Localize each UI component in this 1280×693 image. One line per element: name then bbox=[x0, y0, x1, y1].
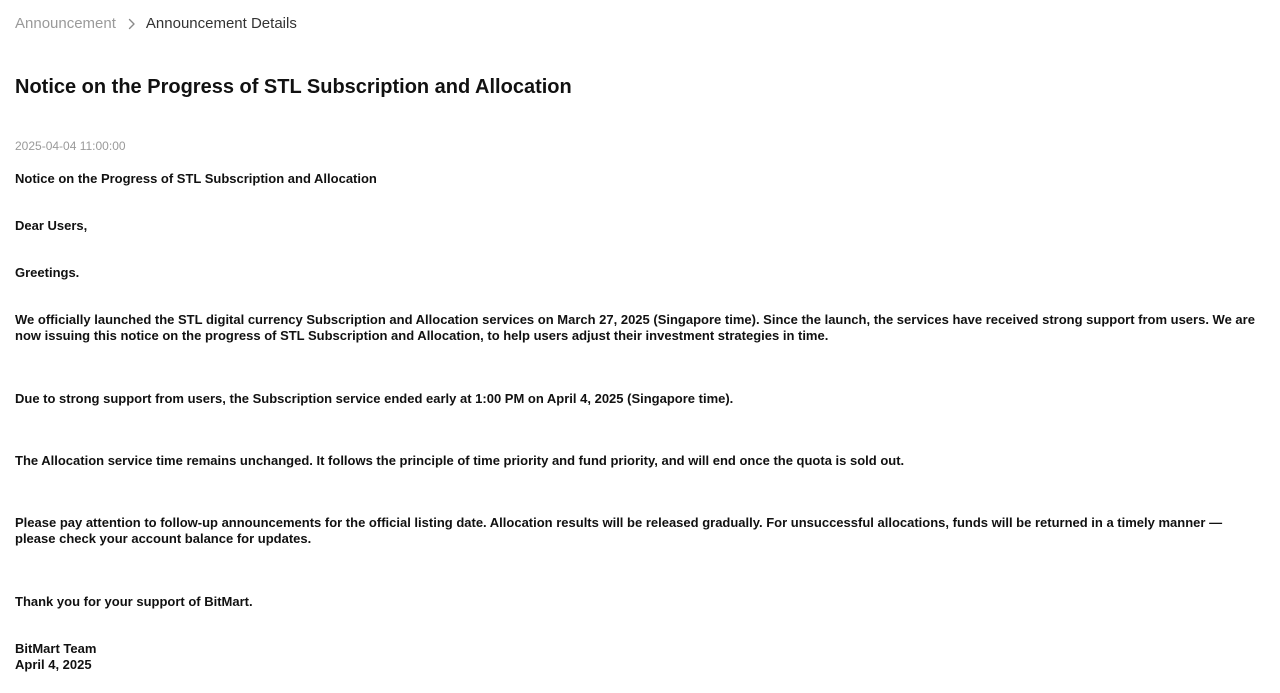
page-title: Notice on the Progress of STL Subscription and Allocation bbox=[15, 76, 572, 98]
article-signature-date: April 4, 2025 bbox=[15, 657, 92, 672]
article-signature-team: BitMart Team bbox=[15, 641, 97, 656]
article-greeting: Greetings. bbox=[15, 265, 80, 280]
breadcrumb bbox=[15, 14, 297, 34]
breadcrumb-announcement-link[interactable]: Announcement bbox=[15, 15, 116, 32]
article-paragraph-intro: We officially launched the STL digital currency Subscription and Allocation services on March 27, 2025 (Singapore time). Since the launch, the services have received strong support from users. We are now issuing this notice on the progress of STL Subscription and Allocation, to help users adjust their investment strategies in time. bbox=[15, 312, 1255, 343]
article-heading: Notice on the Progress of STL Subscription and Allocation bbox=[15, 171, 377, 186]
article-paragraph-allocation: The Allocation service time remains unchanged. It follows the principle of time priority and fund priority, and will end once the quota is sold out. bbox=[15, 453, 905, 468]
chevron-right-icon bbox=[128, 18, 136, 30]
article-thanks: Thank you for your support of BitMart. bbox=[15, 594, 253, 609]
breadcrumb-current: Announcement Details bbox=[145, 15, 297, 32]
article-body bbox=[15, 171, 1260, 673]
article-salutation: Dear Users, bbox=[15, 218, 88, 233]
article-paragraph-attention: Please pay attention to follow-up announcements for the official listing date. Allocation results will be released gradually. For unsuccessful allocations, funds will be returned in a timely manner — please check your account balance for updates. bbox=[15, 515, 1223, 546]
article-paragraph-subscription: Due to strong support from users, the Subscription service ended early at 1:00 PM on April 4, 2025 (Singapore time). bbox=[15, 391, 734, 406]
publish-timestamp: 2025-04-04 11:00:00 bbox=[15, 139, 126, 153]
